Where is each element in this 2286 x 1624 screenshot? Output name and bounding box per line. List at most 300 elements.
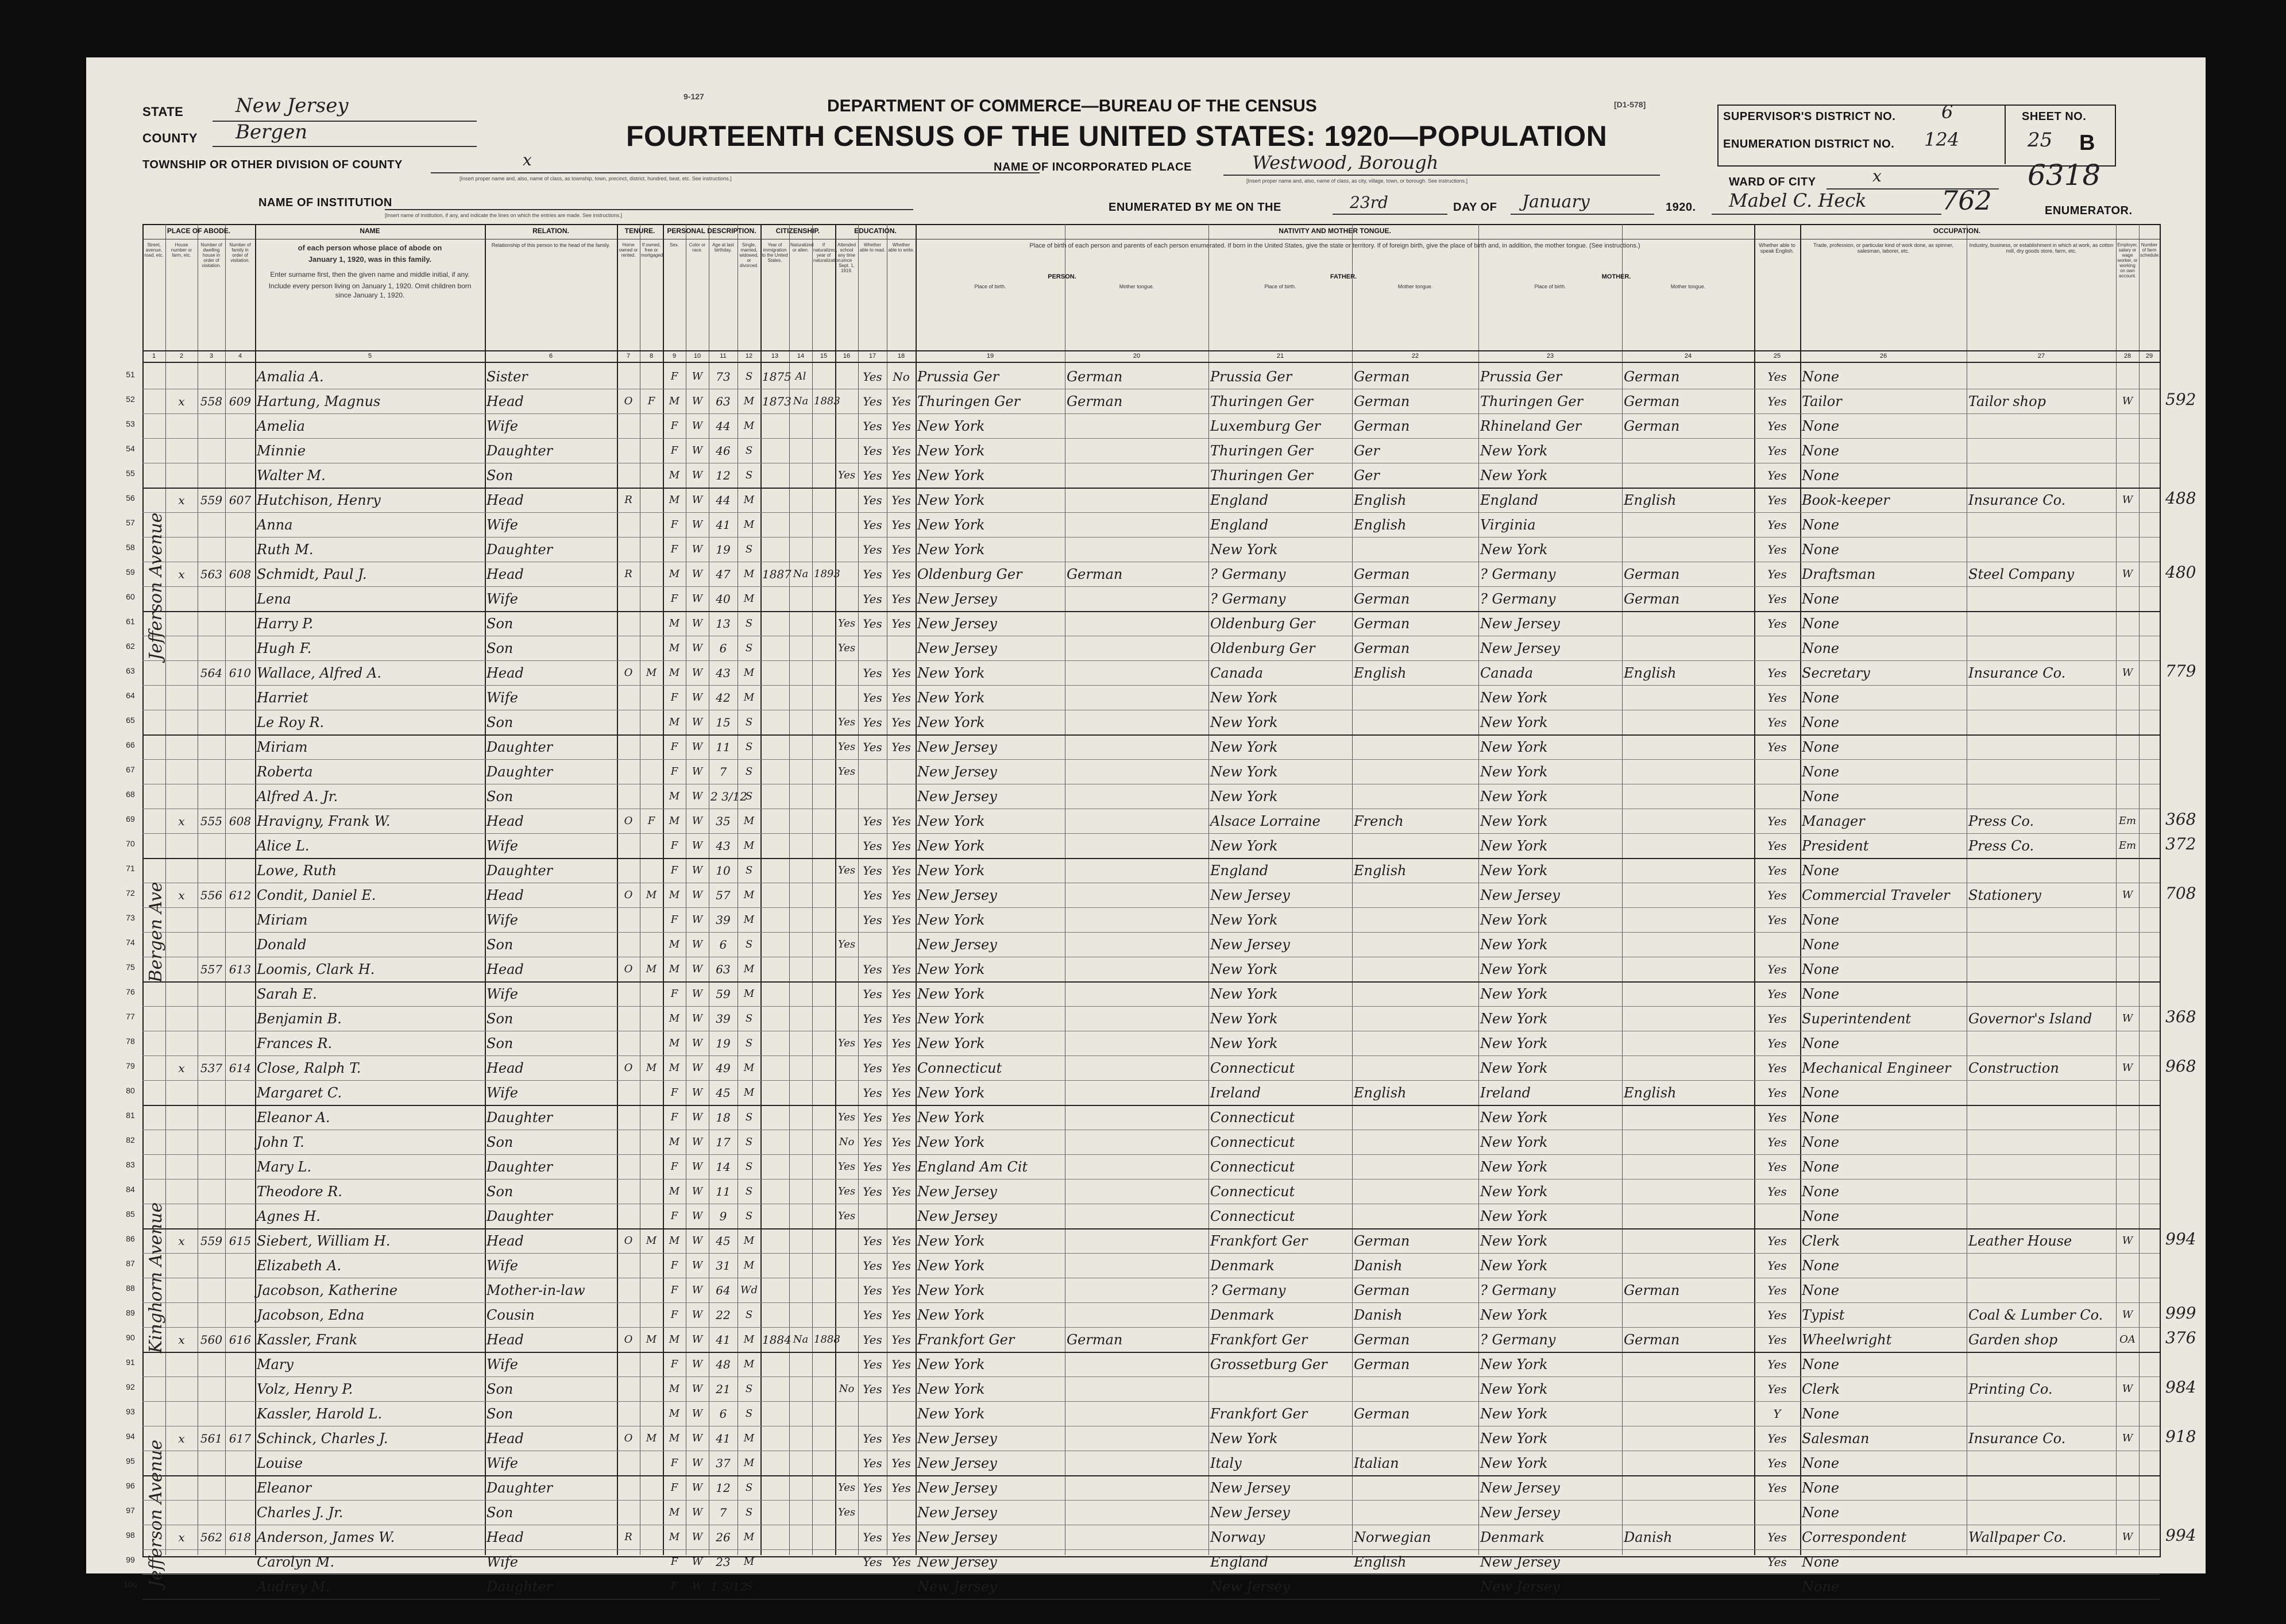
cell-read: Yes	[863, 1555, 882, 1569]
cell-name: Agnes H.	[257, 1208, 320, 1224]
cell-sch: Yes	[837, 469, 856, 481]
cell-sch: Yes	[837, 1161, 856, 1173]
cell-occ: None	[1802, 1134, 1840, 1150]
table-row	[126, 1302, 2160, 1328]
cell-race: W	[692, 1556, 703, 1568]
cell-ind: Construction	[1968, 1060, 2059, 1076]
column-number-6: 6	[549, 353, 553, 359]
cell-pob: New York	[917, 1134, 985, 1150]
cell-eng: Yes	[1767, 1234, 1787, 1248]
cell-rel: Son	[486, 616, 513, 632]
cell-sex: F	[670, 1482, 678, 1494]
cell-natyr: 1883	[814, 395, 840, 407]
cell-fpob: New York	[1210, 764, 1278, 780]
cell-read: Yes	[863, 1308, 882, 1322]
cell-race: W	[692, 741, 703, 753]
cell-occ: Wheelwright	[1802, 1332, 1892, 1348]
cell-name: Miriam	[257, 739, 308, 755]
cell-mpob: New York	[1480, 690, 1548, 706]
cell-pob: New York	[917, 665, 985, 681]
cell-sch: Yes	[837, 1506, 856, 1518]
cell-race: W	[692, 840, 703, 852]
table-row	[126, 1451, 2160, 1476]
cell-sex: M	[669, 1432, 680, 1444]
cell-mar: S	[745, 370, 753, 382]
cell-name: Donald	[257, 937, 307, 953]
cell-rel: Head	[486, 887, 524, 903]
line-number: 71	[126, 864, 135, 873]
cell-ftongue: French	[1354, 813, 1404, 829]
cell-dwell: 563	[200, 567, 223, 581]
column-label-12: Single, married, widowed, or divorced.	[739, 242, 759, 268]
cell-eng: Yes	[1767, 1555, 1787, 1569]
margin-note: 592	[2165, 390, 2196, 409]
cell-sex: F	[670, 840, 678, 852]
cell-sex: M	[669, 1383, 680, 1395]
cell-name: Le Roy R.	[257, 714, 325, 730]
cell-imm: 1884	[762, 1333, 791, 1347]
cell-occ: None	[1802, 591, 1840, 607]
column-number-5: 5	[368, 353, 372, 359]
cell-pob: New York	[917, 838, 985, 854]
cell-mpob: New York	[1480, 961, 1548, 977]
line-number: 98	[126, 1530, 135, 1540]
cell-name: Volz, Henry P.	[257, 1381, 353, 1397]
cell-mar: S	[745, 765, 753, 778]
cell-sex: F	[670, 765, 678, 778]
cell-own: O	[624, 1432, 633, 1444]
cell-write: Yes	[891, 691, 911, 705]
cell-name: Schmidt, Paul J.	[257, 566, 367, 582]
cell-eng: Yes	[1767, 1382, 1787, 1396]
cell-write: Yes	[891, 444, 911, 458]
cell-mpob: New York	[1480, 1258, 1548, 1274]
cell-mort: M	[646, 1235, 657, 1247]
cell-ftongue: German	[1354, 616, 1410, 632]
column-number-8: 8	[649, 353, 654, 359]
cell-age: 18	[716, 1111, 731, 1124]
cell-mtongue: English	[1624, 492, 1677, 508]
cell-race: W	[692, 988, 703, 1000]
cell-age: 22	[716, 1308, 731, 1322]
cell-fpob: New Jersey	[1210, 1480, 1290, 1496]
cell-mort: M	[646, 1062, 657, 1074]
cell-fpob: New York	[1210, 1035, 1278, 1051]
cell-mar: M	[743, 1235, 755, 1247]
cell-imm: 1887	[762, 567, 791, 581]
cell-mar: M	[743, 988, 755, 1000]
margin-note: 368	[2165, 1007, 2196, 1026]
cell-rel: Wife	[486, 591, 519, 607]
cell-race: W	[692, 519, 703, 531]
cell-pob: New York	[917, 986, 985, 1002]
cell-pob: Prussia Ger	[917, 369, 999, 385]
cell-age: 49	[716, 1061, 731, 1075]
cell-write: Yes	[891, 1259, 911, 1273]
cell-fam: 613	[229, 962, 252, 976]
place-label: NAME OF INCORPORATED PLACE	[994, 161, 1192, 173]
cell-sex: M	[669, 642, 680, 654]
cell-visit: x	[178, 1530, 185, 1544]
cell-mar: M	[743, 1333, 755, 1345]
table-row	[126, 932, 2160, 957]
line-number: 99	[126, 1555, 135, 1564]
cell-occ: None	[1802, 1208, 1840, 1224]
cell-occ: None	[1802, 690, 1840, 706]
cell-sex: M	[669, 963, 680, 975]
line-number: 96	[126, 1481, 135, 1490]
cell-occ: None	[1802, 1258, 1840, 1274]
cell-age: 1 5/12	[710, 1580, 747, 1594]
cell-ind: Insurance Co.	[1968, 665, 2066, 681]
institution-label: NAME OF INSTITUTION	[258, 196, 392, 209]
cell-read: Yes	[863, 1333, 882, 1347]
cell-eng: Yes	[1767, 1037, 1787, 1050]
cell-ftongue: German	[1354, 1233, 1410, 1249]
cell-read: Yes	[863, 395, 882, 408]
cell-age: 43	[716, 666, 731, 680]
cell-pob: New Jersey	[917, 1529, 997, 1545]
cell-read: Yes	[863, 469, 882, 482]
cell-sex: F	[670, 543, 678, 555]
cell-race: W	[692, 1457, 703, 1469]
column-number-22: 22	[1411, 353, 1419, 359]
cell-occ: None	[1802, 1554, 1840, 1570]
cell-pob: New York	[917, 1307, 985, 1323]
cell-eng: Yes	[1767, 1456, 1787, 1470]
cell-pob: New York	[917, 467, 985, 484]
cell-mar: S	[745, 1111, 753, 1123]
cell-mar: S	[745, 1580, 753, 1592]
cell-mpob: New York	[1480, 788, 1548, 805]
cell-mar: M	[743, 914, 755, 926]
cell-sex: M	[669, 1012, 680, 1024]
cell-fpob: New Jersey	[1210, 887, 1290, 903]
street-name: Bergen Ave	[146, 881, 166, 983]
cell-read: Yes	[863, 666, 882, 680]
cell-natyr: 1893	[814, 568, 840, 580]
cell-eng: Yes	[1767, 913, 1787, 927]
cell-pob: New Jersey	[917, 937, 997, 953]
cell-mpob: New York	[1480, 1406, 1548, 1422]
cell-age: 19	[716, 1037, 731, 1050]
cell-rel: Daughter	[486, 764, 553, 780]
cell-age: 40	[716, 592, 731, 606]
table-row	[126, 586, 2160, 612]
cell-fpob: Prussia Ger	[1210, 369, 1292, 385]
cell-ftongue: English	[1354, 492, 1407, 508]
margin-note: 918	[2165, 1427, 2196, 1446]
cell-ind: Press Co.	[1968, 838, 2034, 854]
column-label-7: Home owned or rented.	[619, 242, 638, 258]
cell-write: Yes	[891, 493, 911, 507]
cell-sch: No	[839, 1136, 855, 1148]
cell-eng: Yes	[1767, 1358, 1787, 1371]
cell-fpob: Grossetburg Ger	[1210, 1356, 1327, 1372]
cell-ind: Press Co.	[1968, 813, 2034, 829]
cell-rel: Head	[486, 492, 524, 508]
cell-age: 10	[716, 864, 731, 877]
cell-write: Yes	[891, 1185, 911, 1198]
table-row	[126, 1105, 2160, 1130]
margin-note: 984	[2165, 1378, 2196, 1397]
cell-sch: Yes	[837, 617, 856, 629]
cell-ind: Stationery	[1968, 887, 2041, 903]
cell-sex: F	[670, 1284, 678, 1296]
cell-fpob: Connecticut	[1210, 1184, 1295, 1200]
cell-pob: New York	[917, 1233, 985, 1249]
cell-read: Yes	[863, 1037, 882, 1050]
cell-dwell: 537	[200, 1061, 223, 1075]
cell-race: W	[692, 1580, 703, 1592]
cell-mar: M	[743, 1086, 755, 1099]
cell-fam: 610	[229, 666, 252, 680]
cell-occ: Typist	[1802, 1307, 1845, 1323]
cell-write: Yes	[891, 1456, 911, 1470]
cell-race: W	[692, 1037, 703, 1049]
enumerated-year: 1920.	[1666, 201, 1696, 214]
column-label-13: Year of immigration to the United States.	[762, 242, 788, 263]
cell-age: 63	[716, 395, 731, 408]
cell-mar: S	[745, 1408, 753, 1420]
cell-mtongue: German	[1624, 591, 1680, 607]
line-number: 81	[126, 1111, 135, 1120]
cell-read: Yes	[863, 962, 882, 976]
cell-name: Kassler, Frank	[257, 1332, 358, 1348]
cell-name: Schinck, Charles J.	[257, 1430, 388, 1447]
cell-ftongue: German	[1354, 369, 1410, 385]
cell-dwell: 564	[200, 666, 223, 680]
cell-name: Benjamin B.	[257, 1011, 342, 1027]
cell-age: 43	[716, 839, 731, 853]
cell-name: Hugh F.	[257, 640, 312, 656]
cell-nat: Na	[793, 1333, 809, 1345]
cell-rel: Wife	[486, 690, 519, 706]
cell-name: Miriam	[257, 912, 308, 928]
cell-age: 44	[716, 493, 731, 507]
cell-ftongue: German	[1354, 1332, 1410, 1348]
cell-mort: M	[646, 1432, 657, 1444]
cell-mpob: New Jersey	[1480, 616, 1560, 632]
cell-read: Yes	[863, 1160, 882, 1174]
cell-read: Yes	[863, 1456, 882, 1470]
column-number-27: 27	[2037, 353, 2045, 359]
cell-pob: New Jersey	[917, 591, 997, 607]
cell-emp: W	[2122, 395, 2133, 407]
cell-mar: S	[745, 741, 753, 753]
table-row	[126, 1055, 2160, 1081]
cell-pob: Oldenburg Ger	[917, 566, 1022, 582]
cell-read: Yes	[863, 567, 882, 581]
cell-rel: Sister	[486, 369, 528, 385]
table-row	[126, 685, 2160, 710]
column-number-25: 25	[1773, 353, 1781, 359]
cell-name: Elizabeth A.	[257, 1258, 342, 1274]
cell-age: 23	[716, 1555, 731, 1569]
table-row	[126, 364, 2160, 389]
sheet-divider	[2005, 105, 2006, 164]
cell-eng: Yes	[1767, 1308, 1787, 1322]
stamp-number: 762	[1941, 185, 1992, 216]
cell-name: Louise	[257, 1455, 303, 1471]
cell-mar: M	[743, 568, 755, 580]
column-label-24: Mother tongue.	[1670, 284, 1706, 289]
cell-name: Roberta	[257, 764, 313, 780]
line-number: 80	[126, 1086, 135, 1095]
cell-occ: None	[1802, 986, 1840, 1002]
cell-race: W	[692, 691, 703, 703]
cell-read: Yes	[863, 740, 882, 754]
line-number: 52	[126, 395, 135, 404]
cell-race: W	[692, 1309, 703, 1321]
cell-name: Eleanor A.	[257, 1109, 330, 1126]
table-row	[126, 809, 2160, 834]
cell-eng: Yes	[1767, 444, 1787, 458]
cell-fpob: New York	[1210, 542, 1278, 558]
cell-mar: M	[743, 691, 755, 703]
cell-eng: Yes	[1767, 617, 1787, 631]
cell-eng: Yes	[1767, 1530, 1787, 1544]
cell-name: Ruth M.	[257, 542, 314, 558]
name-column-header: of each person whose place of abode on January 1, 1920, was in this family. Enter surname first, then the given name and middle initial, if any. Include every person living on January 1, 1920. Omit children born since January 1, 1920.	[268, 243, 472, 299]
cell-mtongue: German	[1624, 1332, 1680, 1348]
cell-age: 41	[716, 518, 731, 532]
cell-occ: None	[1802, 1505, 1840, 1521]
cell-read: Yes	[863, 1259, 882, 1273]
cell-mar: S	[745, 1309, 753, 1321]
margin-note: 994	[2165, 1229, 2196, 1248]
cell-sex: F	[670, 1111, 678, 1123]
cell-rel: Daughter	[486, 863, 553, 879]
cell-visit: x	[178, 1061, 185, 1075]
cell-age: 9	[719, 1209, 727, 1223]
cell-name: Frances R.	[257, 1035, 333, 1051]
cell-age: 12	[716, 469, 731, 482]
cell-mar: S	[745, 1136, 753, 1148]
cell-age: 41	[716, 1333, 731, 1347]
cell-eng: Yes	[1767, 1160, 1787, 1174]
cell-ftongue: German	[1354, 1282, 1410, 1298]
cell-ftongue: English	[1354, 1554, 1407, 1570]
cell-ftongue: Ger	[1354, 467, 1380, 484]
cell-sex: F	[670, 1309, 678, 1321]
cell-read: Yes	[863, 913, 882, 927]
day-line	[1333, 214, 1447, 215]
cell-occ: None	[1802, 788, 1840, 805]
cell-sex: F	[670, 914, 678, 926]
place-note: [Insert proper name and, also, name of class, as city, village, town, or borough. See instructions.]	[1246, 178, 1468, 184]
column-label-19: Place of birth.	[974, 284, 1006, 289]
line-number: 53	[126, 419, 135, 428]
cell-occ: None	[1802, 542, 1840, 558]
cell-mpob: New York	[1480, 739, 1548, 755]
cell-sex: F	[670, 1580, 678, 1592]
cell-eng: Yes	[1767, 716, 1787, 729]
cell-mpob: New York	[1480, 1109, 1548, 1126]
table-row	[126, 562, 2160, 587]
cell-read: Yes	[863, 839, 882, 853]
cell-mpob: Virginia	[1480, 517, 1536, 533]
cell-read: Yes	[863, 370, 882, 384]
cell-mpob: New York	[1480, 542, 1548, 558]
cell-name: Lena	[257, 591, 291, 607]
cell-pob: New Jersey	[917, 1505, 997, 1521]
cell-ftongue: Ger	[1354, 443, 1380, 459]
cell-write: Yes	[891, 1530, 911, 1544]
cell-race: W	[692, 1506, 703, 1518]
line-number: 63	[126, 666, 135, 675]
street-name: Jefferson Avenue	[146, 512, 166, 660]
cell-mpob: Denmark	[1480, 1529, 1544, 1545]
cell-name: Wallace, Alfred A.	[257, 665, 381, 681]
table-row	[126, 1327, 2160, 1353]
cell-ind: Governor's Island	[1968, 1011, 2092, 1027]
cell-mar: M	[743, 1259, 755, 1271]
cell-read: Yes	[863, 1086, 882, 1100]
table-row	[126, 833, 2160, 859]
cell-sex: F	[670, 1457, 678, 1469]
cell-occ: None	[1802, 418, 1840, 434]
cell-name: Jacobson, Edna	[257, 1307, 365, 1323]
census-table	[123, 224, 2160, 1595]
cell-race: W	[692, 543, 703, 555]
cell-mar: M	[743, 1531, 755, 1543]
cell-dwell: 561	[200, 1432, 223, 1445]
line-number: 82	[126, 1135, 135, 1144]
cell-fpob: England	[1210, 517, 1269, 533]
column-label-10: Color or race.	[689, 242, 706, 253]
institution-note: [Insert name of institution, if any, and indicate the lines on which the entries are made. See instructions.]	[385, 212, 623, 218]
cell-mpob: New York	[1480, 1011, 1548, 1027]
cell-fpob: Connecticut	[1210, 1109, 1295, 1126]
cell-sch: Yes	[837, 642, 856, 654]
cell-name: Condit, Daniel E.	[257, 887, 376, 903]
cell-read: Yes	[863, 1185, 882, 1198]
cell-mar: M	[743, 1358, 755, 1370]
township-value: x	[523, 150, 532, 169]
cell-write: Yes	[891, 839, 911, 853]
cell-mpob: New Jersey	[1480, 1505, 1560, 1521]
cell-name: Minnie	[257, 443, 306, 459]
cell-pob: Thuringen Ger	[917, 393, 1021, 409]
cell-pob: New Jersey	[917, 764, 997, 780]
cell-ind: Wallpaper Co.	[1968, 1529, 2067, 1545]
cell-mar: M	[743, 1457, 755, 1469]
cell-sex: M	[669, 1408, 680, 1420]
cell-age: 39	[716, 1012, 731, 1026]
cell-occ: Commercial Traveler	[1802, 887, 1950, 903]
cell-mtongue: German	[1624, 566, 1680, 582]
cell-mpob: New York	[1480, 912, 1548, 928]
county-value: Bergen	[235, 121, 308, 144]
cell-race: W	[692, 1185, 703, 1197]
cell-nat: Al	[795, 370, 806, 382]
column-number-4: 4	[238, 353, 242, 359]
cell-read: Yes	[863, 419, 882, 433]
cell-pob: New Jersey	[917, 1184, 997, 1200]
cell-pob: New York	[917, 863, 985, 879]
cell-age: 45	[716, 1086, 731, 1100]
cell-sex: F	[670, 1161, 678, 1173]
line-number: 84	[126, 1185, 135, 1194]
cell-age: 73	[716, 370, 731, 384]
column-label-21: Place of birth.	[1264, 284, 1296, 289]
cell-race: W	[692, 1284, 703, 1296]
table-row	[126, 611, 2160, 636]
cell-sex: F	[670, 864, 678, 876]
cell-fpob: New Jersey	[1210, 1579, 1290, 1595]
cell-emp: Em	[2118, 840, 2137, 852]
